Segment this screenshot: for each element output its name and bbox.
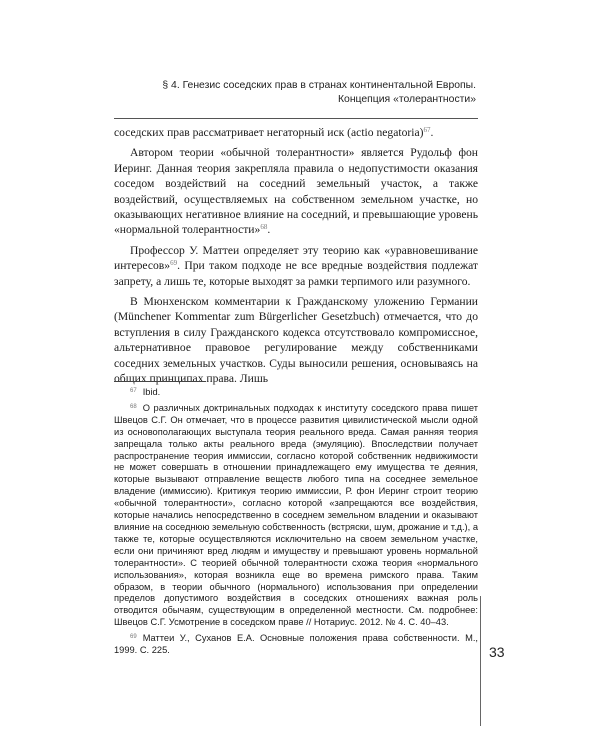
page-number-rule — [480, 596, 481, 726]
footnote-68 — [114, 402, 478, 629]
paragraph-2-end: . — [267, 223, 271, 237]
running-header — [140, 79, 476, 107]
paragraph-3 — [114, 243, 478, 289]
footnote-ref-68: 68 — [260, 223, 268, 232]
footnote-number: 67 — [130, 388, 137, 394]
paragraph-2-text: Автором теории «обычной толерантности» является Рудольф фон Иеринг. Данная теория закрепляла правила о недопустимости оказания соседом воздействий на соседний земельный участок, а также воздействий, осуществляемых на собственном земельном участке, но оказывающих негативное влияние на соседний, и превышающие уровень «нормальной толерантности» — [114, 146, 478, 237]
paragraph-3-end: . При таком подходе не все вредные воздействия подлежат запрету, а лишь те, которые выходят за рамки терпимого или разумного. — [114, 259, 478, 288]
footnote-ref-67: 67 — [423, 126, 431, 134]
footnotes — [114, 386, 478, 660]
footnote-separator — [114, 381, 206, 382]
footnote-69 — [114, 632, 478, 657]
footnote-number: 68 — [130, 403, 137, 410]
running-header-line-2: Концепция «толерантности» — [337, 94, 476, 105]
main-text — [114, 125, 478, 387]
paragraph-2 — [114, 145, 478, 237]
paragraph-1 — [114, 125, 478, 140]
page-number: 33 — [489, 644, 505, 660]
footnote-number: 69 — [130, 634, 137, 641]
header-rule — [114, 118, 478, 119]
footnote-text: О различных доктринальных подходах к институту соседского права пишет Швецов С.Г. Он отмечает, что в процессе развития цивилистической мысли одной из основополагающих выступала теория реального вреда. Самая ранняя теория запрещала только акты реального вреда (эмуляцию). Впоследствии получает распространение теория иммиссии, согласно которой собственник недвижимости не может совершать в отношении принадлежащего ему имущества те деяния, которые вызывают отправление веществ любого типа на соседнее земельное владение (иммиссию). Критикуя теорию иммиссии, Р. фон Иеринг строит теорию «обычной толерантности», согласно которой «запрещаются все воздействия, которые начались непосредственно в соседнем земельном владении и оказывают влияние на соседнюю земельную собственность (встряски, шум, дрожание и т.д.), а также те, которые осуществляются исключительно на своем земельном участке, если они причиняют вред людям и имуществу и превышают уровень нормальной толерантности». С теорией обычной толерантности схожа теория «нормального использования», которая возникла еще во времена римского права. Таким образом, в теории обычного (нормального) использования при определении пределов допустимого воздействия в соседских отношениях важная роль отводится обычаям, существующим в определенной местности. См. подробнее: Швецов С.Г. Усмотрение в соседском праве // Нотариус. 2012. № 4. С. 40–43. — [114, 402, 478, 628]
footnote-text: Ibid. — [142, 387, 161, 397]
footnote-ref-69: 69 — [170, 259, 178, 268]
paragraph-4: В Мюнхенском комментарии к Гражданскому уложению Германии (Münchener Kommentar zum Bürgerlicher Gesetzbuch) отмечается, что до вступления в силу Гражданского кодекса отсутствовало компромиссное, альтернативное правовое регулирование между собственниками соседних земельных участков. Суды выносили решения, основываясь на общих принципах права. Лишь — [114, 295, 478, 386]
footnote-text: Маттеи У., Суханов Е.А. Основные положения права собственности. М., 1999. С. 225. — [114, 633, 478, 656]
footnote-67 — [114, 386, 478, 399]
paragraph-1-text: соседских прав рассматривает негаторный иск (actio negatoria) — [114, 126, 424, 139]
paragraph-3-text: Профессор У. Маттеи определяет эту теорию как «уравновешивание интересов» — [114, 243, 478, 273]
paragraph-1-end: . — [430, 126, 434, 139]
running-header-line-1: § 4. Генезис соседских прав в странах континентальной Европы. — [162, 80, 476, 91]
